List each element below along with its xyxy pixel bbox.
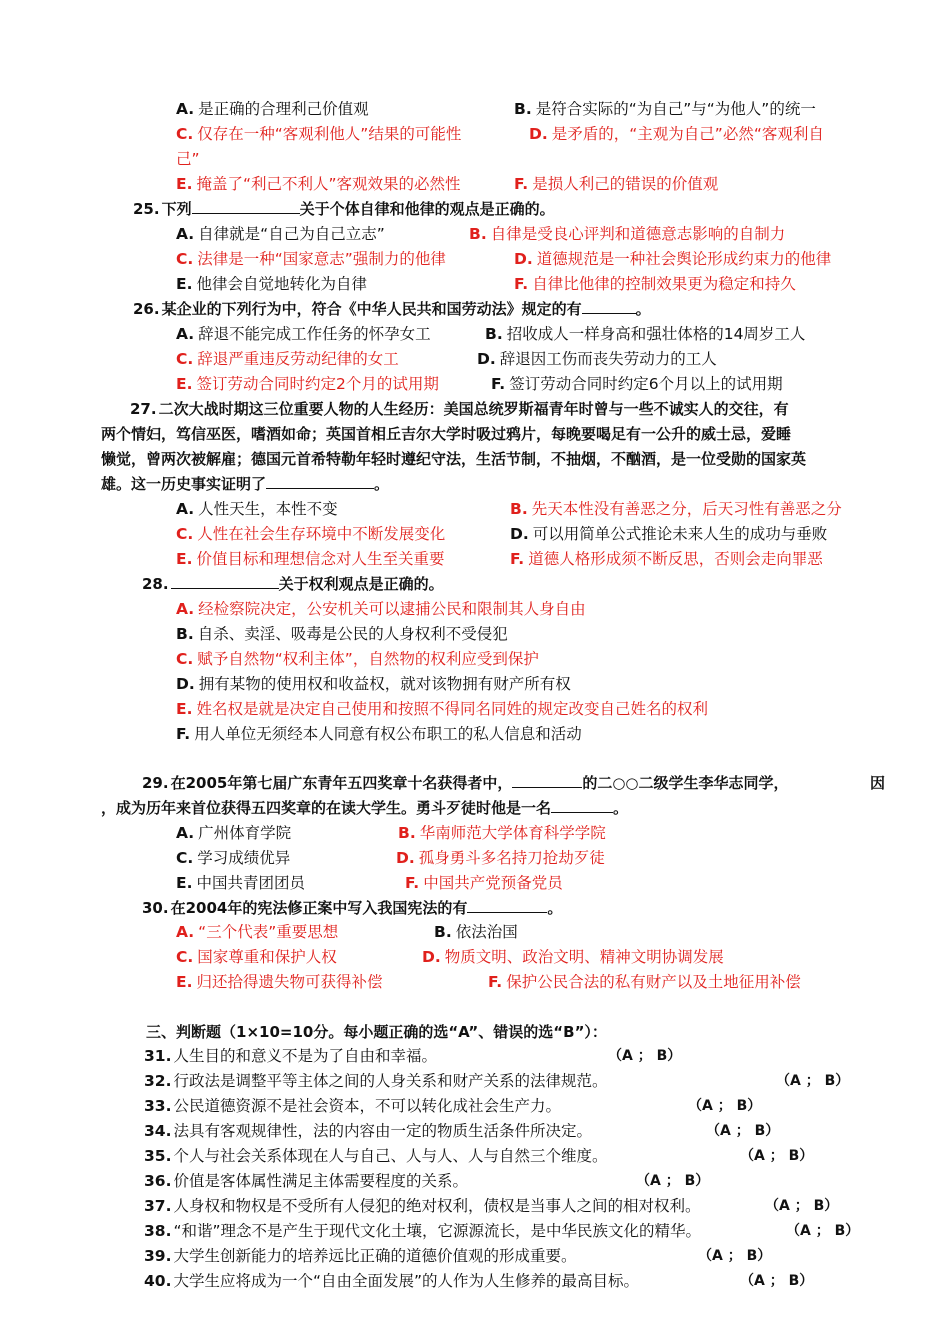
option-text: 华南师范大学体育科学学院 <box>419 824 606 842</box>
question-number: 33. <box>144 1097 172 1115</box>
option-label: D. <box>514 250 533 268</box>
q29-option-c <box>176 848 290 868</box>
q29-option-f <box>405 873 563 893</box>
option-text: 法律是一种“国家意志”强制力的他律 <box>197 250 446 268</box>
q25-option-f <box>514 274 796 294</box>
option-label: D. <box>529 125 548 143</box>
q30-option-e <box>176 972 383 992</box>
q25-option-d <box>514 249 831 269</box>
stem-text: 的二○○二级学生李华志同学， <box>582 774 789 792</box>
q24-option-e <box>176 174 461 194</box>
option-label: A. <box>176 824 195 842</box>
q30-stem <box>142 898 562 918</box>
tf-item-35 <box>144 1146 607 1166</box>
stem-text: 。 <box>613 799 629 817</box>
answer-blank <box>266 474 374 489</box>
answer-blank <box>192 199 300 214</box>
q27-stem-line3: 懒觉，曾两次被解雇；德国元首希特勒年轻时遵纪守法，生活节制，不抽烟，不酗酒，是一位受勋的国家英 <box>101 450 807 468</box>
statement-text: 大学生应将成为一个“自由全面发展”的人作为人生修养的最高目标。 <box>173 1272 640 1290</box>
option-text: 中国共青团团员 <box>196 874 305 892</box>
question-number: 30. <box>142 899 169 917</box>
option-label: F. <box>405 874 420 892</box>
option-text: 依法治国 <box>455 923 518 941</box>
option-text: 道德规范是一种社会舆论形成约束力的他律 <box>536 250 832 268</box>
q26-option-e <box>176 374 439 394</box>
option-label: A. <box>176 325 195 343</box>
stem-text: 在2005年第七届广东青年五四奖章十名获得者中， <box>170 774 513 792</box>
q25-option-e <box>176 274 367 294</box>
question-number: 35. <box>144 1147 172 1165</box>
option-label: B. <box>510 500 528 518</box>
option-text: 是正确的合理利己价值观 <box>198 100 369 118</box>
answer-blank <box>171 574 279 589</box>
statement-text: 人生目的和意义不是为了自由和幸福。 <box>173 1047 437 1065</box>
option-text: 自律比他律的控制效果更为稳定和持久 <box>532 275 796 293</box>
q29-option-b <box>398 823 606 843</box>
stem-text: 雄。这一历史事实证明了 <box>101 475 267 493</box>
q27-option-a <box>176 499 338 519</box>
option-text: 辞退严重违反劳动纪律的女工 <box>197 350 399 368</box>
option-label: B. <box>434 923 452 941</box>
option-text: “三个代表”重要思想 <box>198 923 339 941</box>
option-text: 是符合实际的“为自己”与“为他人”的统一 <box>535 100 816 118</box>
statement-text: “和谐”理念不是产生于现代文化土壤，它源源流长，是中华民族文化的精华。 <box>173 1222 702 1240</box>
option-text: 拥有某物的使用权和收益权，就对该物拥有财产所有权 <box>198 675 571 693</box>
stem-text: 。 <box>635 300 651 318</box>
q30-option-f <box>488 972 801 992</box>
tf-item-31 <box>144 1046 437 1066</box>
option-label: F. <box>491 375 506 393</box>
q27-option-c <box>176 524 445 544</box>
option-label: E. <box>176 700 193 718</box>
q26-option-a <box>176 324 431 344</box>
q25-option-c <box>176 249 446 269</box>
stem-text: 在2004年的宪法修正案中写入我国宪法的有 <box>170 899 468 917</box>
stem-text: 某企业的下列行为中，符合《中华人民共和国劳动法》规定的有 <box>161 300 582 318</box>
question-number: 26. <box>133 300 160 318</box>
option-label: F. <box>514 275 529 293</box>
option-text: 道德人格形成须不断反思，否则会走向罪恶 <box>528 550 823 568</box>
q30-option-a <box>176 922 338 942</box>
q24-option-f <box>514 174 718 194</box>
option-text: 经检察院决定，公安机关可以逮捕公民和限制其人身自由 <box>198 600 586 618</box>
q27-stem-line1 <box>130 399 789 419</box>
tf-item-33 <box>144 1096 561 1116</box>
option-text: 他律会自觉地转化为自律 <box>196 275 367 293</box>
stem-text: 关于权利观点是正确的。 <box>278 575 444 593</box>
option-label: C. <box>176 250 194 268</box>
question-number: 31. <box>144 1047 172 1065</box>
option-label: C. <box>176 525 194 543</box>
option-label: B. <box>469 225 487 243</box>
option-text: 中国共产党预备党员 <box>423 874 563 892</box>
option-text: 人性在社会生存环境中不断发展变化 <box>197 525 446 543</box>
option-text: 签订劳动合同时约定6个月以上的试用期 <box>509 375 783 393</box>
option-text: 人性天生，本性不变 <box>198 500 338 518</box>
q24-option-b <box>514 99 816 119</box>
q27-option-f <box>510 549 823 569</box>
question-number: 34. <box>144 1122 172 1140</box>
answer-blank <box>512 773 582 788</box>
stem-text: 二次大战时期这三位重要人物的人生经历：美国总统罗斯福青年时曾与一些不诚实人的交往，有 <box>158 400 789 418</box>
option-label: C. <box>176 650 194 668</box>
option-text: 辞退因工伤而丧失劳动力的工人 <box>499 350 717 368</box>
q28-option-e <box>176 699 708 719</box>
q30-option-c <box>176 947 337 967</box>
option-label: E. <box>176 175 193 193</box>
option-text: 孤身勇斗多名持刀抢劫歹徒 <box>418 849 605 867</box>
answer-choice-39: （A ； B） <box>698 1248 772 1264</box>
tf-item-38 <box>144 1221 701 1241</box>
option-label: C. <box>176 125 194 143</box>
question-number: 28. <box>142 575 169 593</box>
answer-choice-31: （A ； B） <box>608 1048 682 1064</box>
option-text: 自律是受良心评判和道德意志影响的自制力 <box>490 225 786 243</box>
q30-option-d <box>422 947 724 967</box>
statement-text: 价值是客体属性满足主体需要程度的关系。 <box>173 1172 468 1190</box>
option-label: B. <box>514 100 532 118</box>
option-label: B. <box>398 824 416 842</box>
answer-choice-36: （A ； B） <box>636 1173 710 1189</box>
option-label: A. <box>176 225 195 243</box>
q29-option-a <box>176 823 291 843</box>
tf-item-39 <box>144 1246 576 1266</box>
option-text: 先天本性没有善恶之分，后天习性有善恶之分 <box>531 500 842 518</box>
q27-option-d <box>510 524 827 544</box>
option-text: 是损人利己的错误的价值观 <box>532 175 719 193</box>
stem-text: 。 <box>374 475 390 493</box>
q25-stem <box>133 199 555 219</box>
question-number: 37. <box>144 1197 172 1215</box>
option-label: C. <box>176 849 194 867</box>
option-text: 保护公民合法的私有财产以及土地征用补偿 <box>506 973 801 991</box>
tf-item-32 <box>144 1071 607 1091</box>
statement-text: 个人与社会关系体现在人与自己、人与人、人与自然三个维度。 <box>173 1147 608 1165</box>
q29-option-d <box>396 848 605 868</box>
statement-text: 人身权和物权是不受所有人侵犯的绝对权利，债权是当事人之间的相对权利。 <box>173 1197 701 1215</box>
option-label: D. <box>422 948 441 966</box>
option-text: 归还拾得遗失物可获得补偿 <box>196 973 383 991</box>
q29-option-e <box>176 873 305 893</box>
q27-option-e <box>176 549 445 569</box>
q26-option-c <box>176 349 399 369</box>
q24-option-d-continued: 己” <box>176 150 200 168</box>
option-label: E. <box>176 275 193 293</box>
answer-blank <box>582 299 636 314</box>
tf-item-34 <box>144 1121 592 1141</box>
q28-option-b <box>176 624 508 644</box>
option-text: 物质文明、政治文明、精神文明协调发展 <box>444 948 724 966</box>
option-text: 招收成人一样身高和强壮体格的14周岁工人 <box>506 325 806 343</box>
option-label: D. <box>176 675 195 693</box>
answer-choice-38: （A ； B） <box>786 1223 860 1239</box>
option-text: 可以用简单公式推论未来人生的成功与垂败 <box>532 525 828 543</box>
option-text: 用人单位无须经本人同意有权公布职工的私人信息和活动 <box>194 725 582 743</box>
q27-option-b <box>510 499 842 519</box>
option-label: A. <box>176 100 195 118</box>
option-label: E. <box>176 375 193 393</box>
option-label: E. <box>176 973 193 991</box>
option-text: 仅存在一种“客观利他人”结果的可能性 <box>197 125 462 143</box>
option-label: B. <box>176 625 194 643</box>
question-number: 29. <box>142 774 169 792</box>
option-label: E. <box>176 874 193 892</box>
option-label: D. <box>477 350 496 368</box>
q26-option-d <box>477 349 717 369</box>
q29-stem-line1 <box>142 773 789 793</box>
option-text: 辞退不能完成工作任务的怀孕女工 <box>198 325 431 343</box>
option-text: 广州体育学院 <box>198 824 292 842</box>
option-label: A. <box>176 500 195 518</box>
statement-text: 法具有客观规律性，法的内容由一定的物质生活条件所决定。 <box>173 1122 592 1140</box>
q24-option-c <box>176 124 461 144</box>
question-number: 25. <box>133 200 160 218</box>
q26-stem <box>133 299 651 319</box>
stem-text: 关于个体自律和他律的观点是正确的。 <box>299 200 555 218</box>
q28-option-f <box>176 724 582 744</box>
option-label: F. <box>176 725 191 743</box>
stem-text: ，成为历年来首位获得五四奖章的在读大学生。勇斗歹徒时他是一名 <box>101 799 552 817</box>
option-label: C. <box>176 350 194 368</box>
option-label: E. <box>176 550 193 568</box>
q29-stem-line2 <box>101 798 628 818</box>
option-label: A. <box>176 600 195 618</box>
option-text: 掩盖了“利己不利人”客观效果的必然性 <box>196 175 461 193</box>
answer-choice-33: （A ； B） <box>688 1098 762 1114</box>
q26-option-f <box>491 374 783 394</box>
q28-option-a <box>176 599 586 619</box>
q27-stem-line2: 两个情妇，笃信巫医，嗜酒如命；英国首相丘吉尔大学时吸过鸦片，每晚要喝足有一公升的威士忌，爱睡 <box>101 425 792 443</box>
question-number: 27. <box>130 400 157 418</box>
q26-option-b <box>485 324 805 344</box>
option-text: 赋予自然物“权利主体”，自然物的权利应受到保护 <box>197 650 539 668</box>
answer-choice-32: （A ； B） <box>776 1073 850 1089</box>
stem-text: 。 <box>547 899 563 917</box>
option-text: 学习成绩优异 <box>197 849 291 867</box>
option-text: 国家尊重和保护人权 <box>197 948 337 966</box>
answer-choice-40: （A ； B） <box>740 1273 814 1289</box>
option-label: C. <box>176 948 194 966</box>
q24-option-d <box>529 124 824 144</box>
question-number: 38. <box>144 1222 172 1240</box>
answer-blank <box>467 898 547 913</box>
q28-option-c <box>176 649 539 669</box>
q24-option-a <box>176 99 369 119</box>
option-label: A. <box>176 923 195 941</box>
statement-text: 公民道德资源不是社会资本，不可以转化成社会生产力。 <box>173 1097 561 1115</box>
option-text: 签订劳动合同时约定2个月的试用期 <box>196 375 439 393</box>
q30-option-b <box>434 922 518 942</box>
q28-stem <box>142 574 444 594</box>
option-text: 价值目标和理想信念对人生至关重要 <box>196 550 445 568</box>
tf-item-36 <box>144 1171 468 1191</box>
option-label: D. <box>510 525 529 543</box>
q29-stem-line1-end: 因 <box>870 774 886 792</box>
stem-text: 下列 <box>161 200 192 218</box>
option-text: 自杀、卖淫、吸毒是公民的人身权利不受侵犯 <box>197 625 508 643</box>
option-text: 是矛盾的，“主观为自己”必然“客观利自 <box>551 125 824 143</box>
option-text: 姓名权是就是决定自己使用和按照不得同名同姓的规定改变自己姓名的权利 <box>196 700 708 718</box>
option-label: B. <box>485 325 503 343</box>
option-label: D. <box>396 849 415 867</box>
question-number: 32. <box>144 1072 172 1090</box>
q27-stem-line4 <box>101 474 389 494</box>
q25-option-b <box>469 224 785 244</box>
statement-text: 大学生创新能力的培养远比正确的道德价值观的形成重要。 <box>173 1247 577 1265</box>
q28-option-d <box>176 674 571 694</box>
option-label: F. <box>488 973 503 991</box>
q25-option-a <box>176 224 385 244</box>
section-3-title: 三、判断题（1×10=10分。每小题正确的选“A”、错误的选“B”）： <box>146 1023 607 1041</box>
answer-choice-34: （A ； B） <box>706 1123 780 1139</box>
option-text: 自律就是“自己为自己立志” <box>198 225 385 243</box>
question-number: 40. <box>144 1272 172 1290</box>
tf-item-40 <box>144 1271 639 1291</box>
tf-item-37 <box>144 1196 700 1216</box>
statement-text: 行政法是调整平等主体之间的人身关系和财产关系的法律规范。 <box>173 1072 608 1090</box>
answer-choice-37: （A ； B） <box>765 1198 839 1214</box>
answer-blank <box>551 798 613 813</box>
question-number: 36. <box>144 1172 172 1190</box>
answer-choice-35: （A ； B） <box>740 1148 814 1164</box>
option-label: F. <box>514 175 529 193</box>
option-label: F. <box>510 550 525 568</box>
question-number: 39. <box>144 1247 172 1265</box>
